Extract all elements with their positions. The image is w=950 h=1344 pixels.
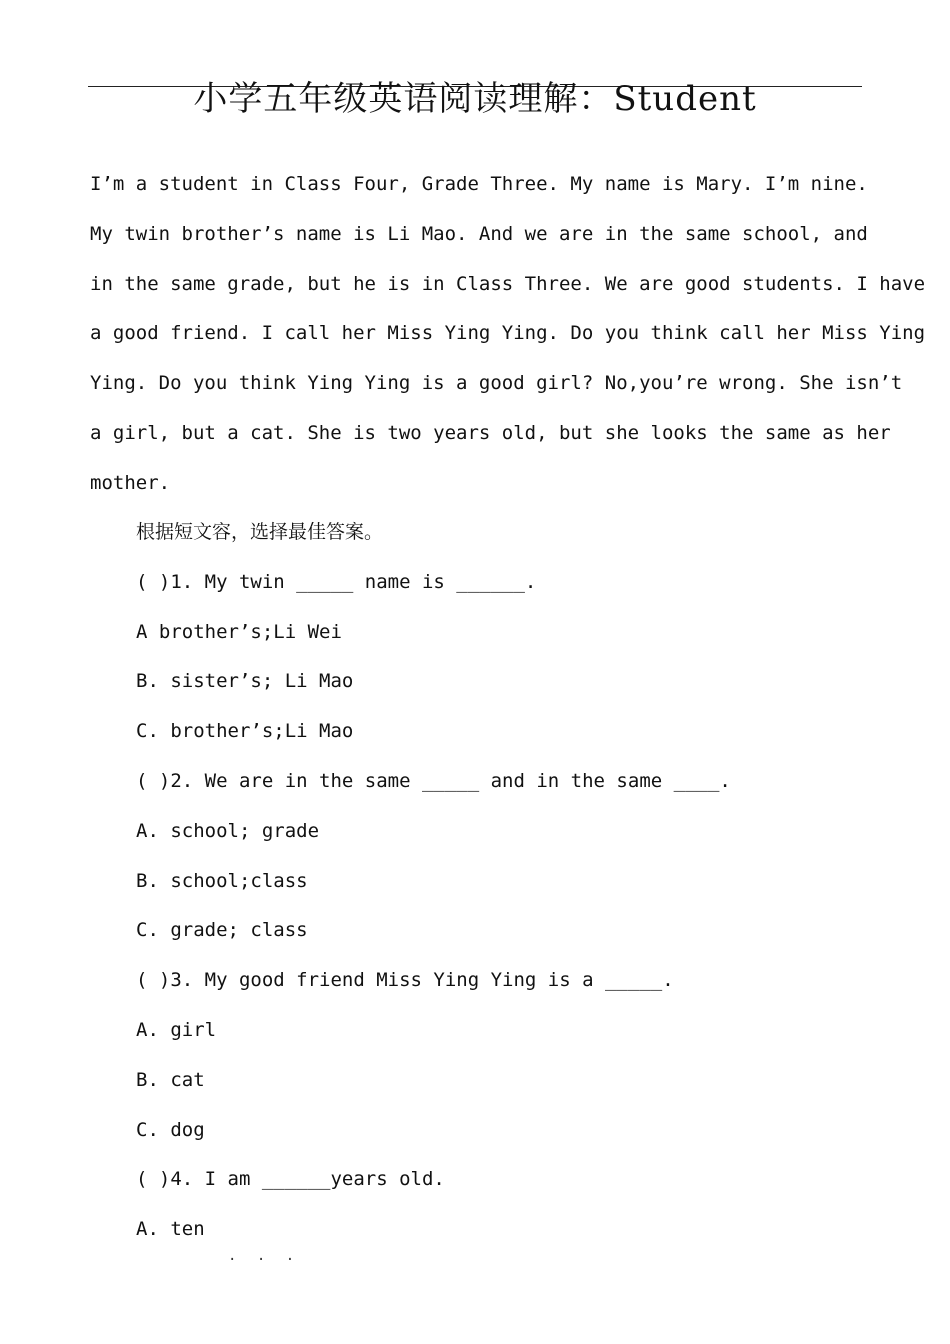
question-stem-1: ( )1. My twin _____ name is ______. [136, 570, 537, 593]
question-stem-3: ( )3. My good friend Miss Ying Ying is a _____. [136, 969, 674, 992]
cutoff-marks: · · · [228, 1252, 301, 1268]
option-2a: A. school; grade [136, 819, 320, 842]
instruction-text: 根据短文容，选择最佳答案。 [136, 521, 384, 543]
option-2c: C. grade; class [136, 919, 308, 942]
passage-line: a girl, but a cat. She is two years old, but she looks the same as her [90, 421, 891, 444]
option-3b: B. cat [136, 1068, 205, 1091]
passage-line: in the same grade, but he is in Class Three. We are good students. I have [90, 272, 926, 295]
passage-line: mother. [90, 471, 171, 494]
reading-passage [90, 160, 926, 509]
option-2b: B. school;class [136, 869, 308, 892]
option-1c: C. brother’s;Li Mao [136, 720, 354, 743]
passage-line: I’m a student in Class Four, Grade Three. My name is Mary. I’m nine. [90, 173, 868, 195]
passage-line: My twin brother’s name is Li Mao. And we are in the same school, and [90, 222, 868, 245]
passage-line: Ying. Do you think Ying Ying is a good girl? No,you’re wrong. She isn’t [90, 372, 903, 395]
option-1b: B. sister’s; Li Mao [136, 670, 354, 693]
option-3a: A. girl [136, 1018, 217, 1041]
question-list [136, 508, 856, 1255]
question-stem-2: ( )2. We are in the same _____ and in the same ____. [136, 769, 731, 792]
option-3c: C. dog [136, 1118, 205, 1141]
page-title: 小学五年级英语阅读理解：Student [193, 79, 757, 119]
option-4a: A. ten [136, 1218, 205, 1241]
question-stem-4: ( )4. I am ______years old. [136, 1168, 445, 1191]
passage-line: a good friend. I call her Miss Ying Ying. Do you think call her Miss Ying [90, 322, 926, 345]
option-1a: A brother’s;Li Wei [136, 620, 342, 643]
